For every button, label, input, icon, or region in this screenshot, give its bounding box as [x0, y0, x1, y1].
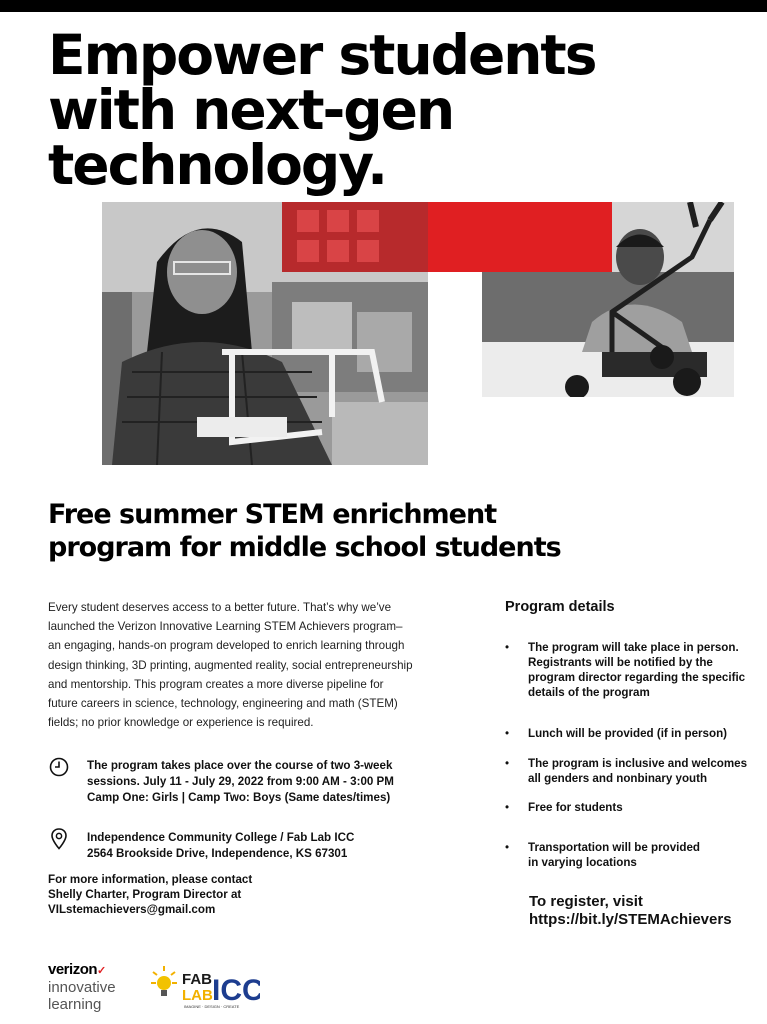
map-pin-icon — [51, 828, 67, 855]
intro-line: fields; no prior knowledge or experience is required. — [48, 716, 314, 730]
headline-line: Empower students — [48, 23, 596, 87]
intro-line: launched the Verizon Innovative Learning STEM Achievers program– — [48, 620, 403, 634]
verizon-innovative-learning-logo — [48, 962, 158, 1013]
bullet-dot: • — [505, 841, 510, 854]
intro-line: an engaging, hands-on program developed to enrich learning through — [48, 639, 405, 653]
schedule-line: The program takes place over the course of two 3-week — [87, 759, 393, 772]
bullet-line: The program will take place in person. — [528, 641, 739, 654]
robot-photo — [482, 202, 734, 397]
location-line: 2564 Brookside Drive, Independence, KS 67301 — [87, 847, 348, 860]
intro-line: design thinking, 3D printing, augmented reality, social entrepreneurship — [48, 658, 413, 672]
register-label: To register, visit — [529, 893, 643, 910]
contact-line: Shelly Charter, Program Director at — [48, 888, 242, 901]
bullet-dot: • — [505, 801, 510, 814]
bullet-line: Registrants will be notified by the — [528, 656, 713, 669]
location-text — [87, 830, 447, 862]
bullet-line: Lunch will be provided (if in person) — [528, 727, 728, 740]
location-line: Independence Community College / Fab Lab ICC — [87, 831, 355, 844]
bullet-line: details of the program — [528, 686, 650, 699]
logo-line: learning — [48, 996, 102, 1013]
subheadline-line: program for middle school students — [48, 532, 561, 563]
svg-text:IMAGINE · DESIGN · CREATE: IMAGINE · DESIGN · CREATE — [184, 1004, 240, 1009]
contact-line: For more information, please contact — [48, 873, 253, 886]
bullet-line: all genders and nonbinary youth — [528, 772, 708, 785]
lightbulb-icon — [151, 966, 177, 996]
program-details-title: Program details — [505, 599, 615, 615]
student-photo — [102, 202, 428, 465]
subheadline-line: Free summer STEM enrichment — [48, 499, 497, 530]
svg-text:FAB: FAB — [182, 971, 212, 988]
clock-icon — [49, 757, 69, 782]
headline-line: with next-gen — [48, 78, 454, 142]
bullet-line: Transportation will be provided — [528, 841, 700, 854]
schedule-line: sessions. July 11 - July 29, 2022 from 9:00 AM - 3:00 PM — [87, 775, 394, 788]
bullet-line: The program is inclusive and welcomes — [528, 757, 748, 770]
headline — [48, 23, 688, 197]
logo-line: innovative — [48, 979, 116, 996]
intro-line: Every student deserves access to a better future. That’s why we’ve — [48, 601, 392, 614]
bullet-dot: • — [505, 757, 510, 770]
subheadline — [48, 498, 728, 564]
svg-text:ICC: ICC — [212, 974, 260, 1007]
fab-lab-icc-logo — [150, 964, 260, 1015]
bullet-dot: • — [505, 727, 510, 740]
top-bar — [0, 0, 767, 12]
bullet-line: in varying locations — [528, 856, 637, 869]
register-cta — [529, 893, 764, 929]
bullet-line: program director regarding the specific — [528, 671, 746, 684]
intro-line: and mentorship. This program creates a more diverse pipeline for — [48, 677, 384, 691]
svg-text:LAB: LAB — [182, 987, 213, 1004]
intro-paragraph — [48, 598, 468, 732]
intro-line: future careers in science, technology, engineering and math (STEM) — [48, 697, 398, 711]
contact-email[interactable]: VILstemachievers@gmail.com — [48, 903, 216, 916]
register-link[interactable]: https://bit.ly/STEMAchievers — [529, 911, 732, 928]
headline-line: technology. — [48, 133, 386, 197]
verizon-wordmark: verizon — [48, 961, 98, 978]
contact-info — [48, 872, 428, 917]
bullet-line: Free for students — [528, 801, 623, 814]
schedule-text — [87, 758, 447, 806]
bullet-dot: • — [505, 641, 510, 654]
schedule-line: Camp One: Girls | Camp Two: Boys (Same dates/times) — [87, 791, 391, 804]
check-icon: ✓ — [97, 965, 106, 977]
